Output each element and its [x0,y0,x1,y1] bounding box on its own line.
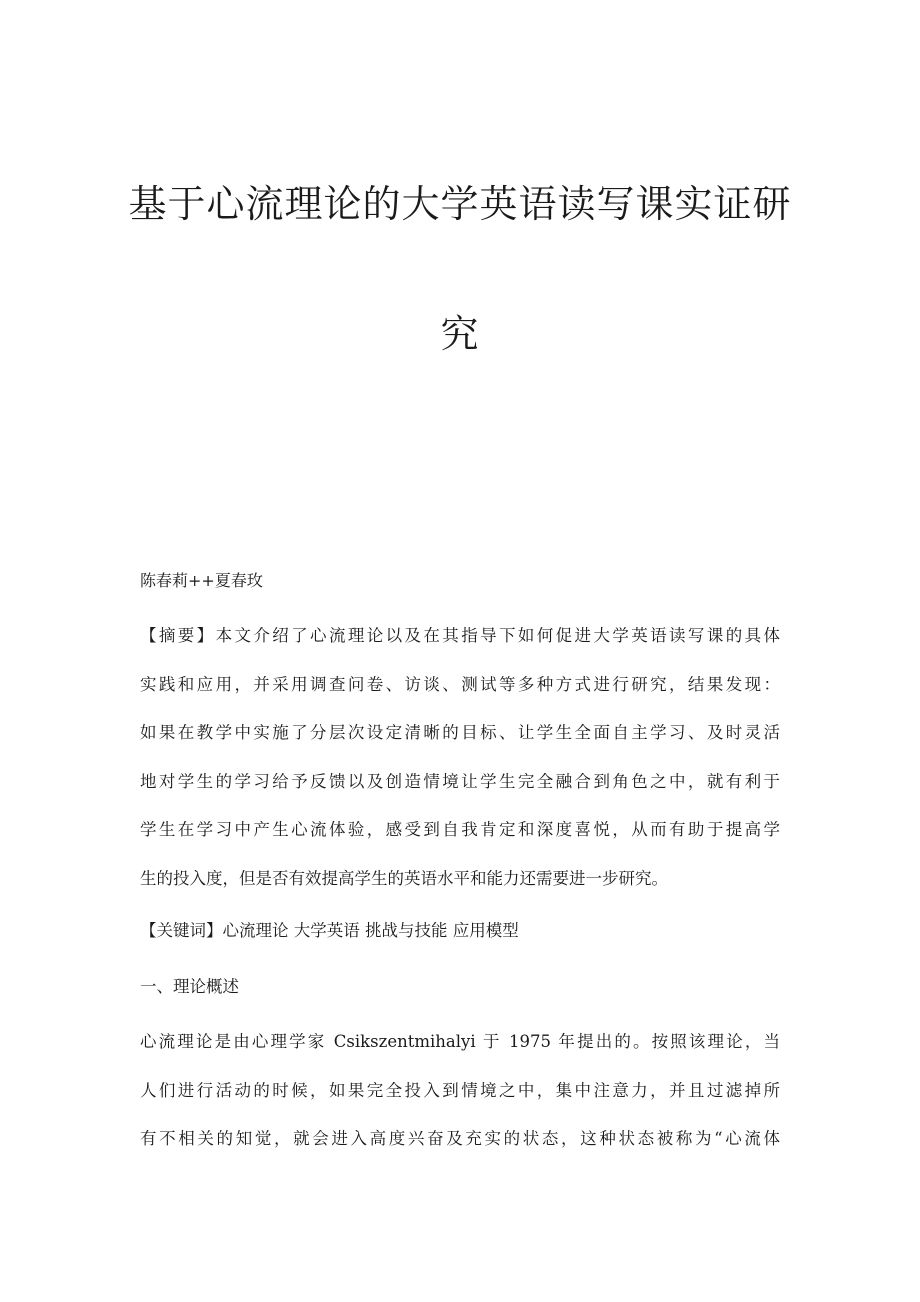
body-line: 有不相关的知觉，就会进入高度兴奋及充实的状态，这种状态被称为“心流体 [140,1129,780,1148]
author-line: 陈春莉++夏春玫 [140,571,263,590]
abstract-line: 学生在学习中产生心流体验，感受到自我肯定和深度喜悦，从而有助于提高学 [140,820,780,839]
abstract-paragraph [140,612,780,903]
body-line: 人们进行活动的时候，如果完全投入到情境之中，集中注意力，并且过滤掉所 [140,1080,780,1100]
abstract-line: 如果在教学中实施了分层次设定清晰的目标、让学生全面自主学习、及时灵活 [140,723,780,742]
keywords-line [140,907,780,956]
title-line-1: 基于心流理论的大学英语读写课实证研 [128,182,792,226]
section-heading [140,963,780,1012]
section-heading-text: 一、理论概述 [140,977,239,996]
body-line: 心流理论是由心理学家 Csikszentmihalyi 于 1975 年提出的。按照该理论，当 [140,1032,780,1051]
keywords-text: 【关键词】心流理论 大学英语 挑战与技能 应用模型 [140,921,519,940]
title-line-2: 究 [440,312,480,356]
abstract-line: 【摘要】本文介绍了心流理论以及在其指导下如何促进大学英语读写课的具体 [140,626,780,645]
abstract-line: 实践和应用，并采用调查问卷、访谈、测试等多种方式进行研究，结果发现： [140,674,780,694]
abstract-line: 生的投入度，但是否有效提高学生的英语水平和能力还需要进一步研究。 [140,868,668,888]
body-paragraph [140,1018,780,1164]
abstract-line: 地对学生的学习给予反馈以及创造情境让学生完全融合到角色之中，就有利于 [140,771,780,791]
